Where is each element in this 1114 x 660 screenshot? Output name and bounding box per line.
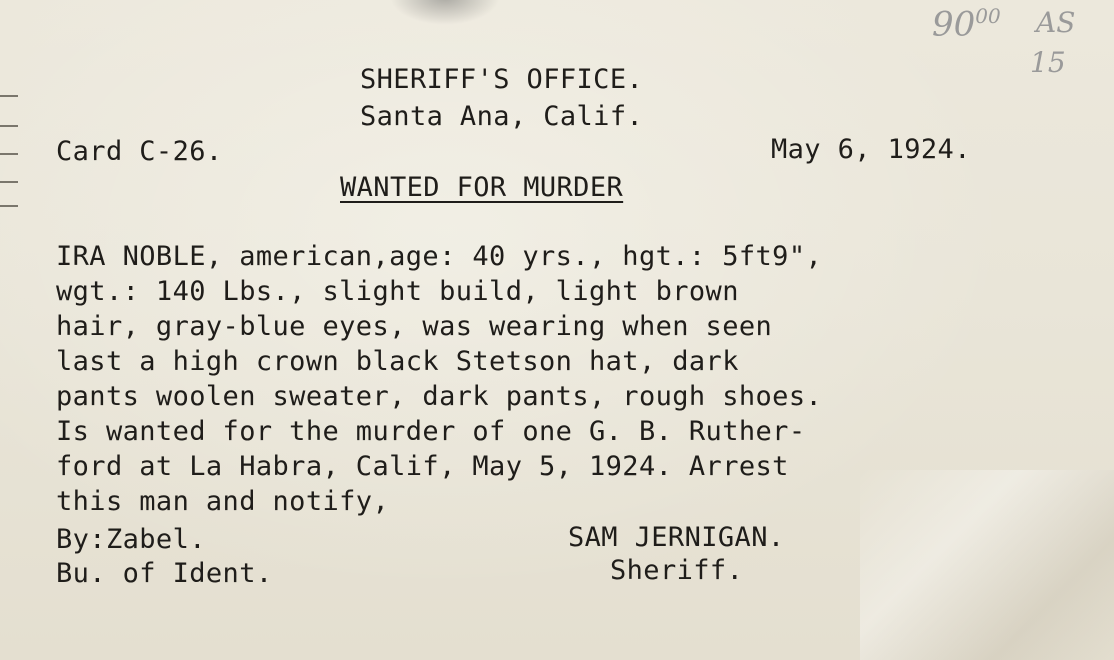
handwritten-code: AS [1036,6,1076,39]
sheriff-title: Sheriff. [610,555,744,586]
body-line: hair, gray-blue eyes, was wearing when seen [56,311,773,342]
body-line: ford at La Habra, Calif, May 5, 1924. Arrest [56,451,789,482]
body-line: IRA NOBLE, american,age: 40 yrs., hgt.: 5ft9", [56,241,823,272]
card-number: Card C-26. [56,136,223,167]
paper-crease [860,470,1114,660]
handwritten-price: $90^{00}$ [932,4,1001,45]
body-line: pants woolen sweater, dark pants, rough shoes. [56,381,823,412]
body-line: last a high crown black Stetson hat, dark [56,346,739,377]
bureau-line: Bu. of Ident. [56,558,273,589]
office-heading: SHERIFF'S OFFICE. [360,64,644,95]
paper-clip-shadow [390,0,500,25]
office-city: Santa Ana, Calif. [360,101,644,132]
body-line: this man and notify, [56,486,390,517]
card-date: May 6, 1924. [771,134,971,165]
body-line: Is wanted for the murder of one G. B. Ruther- [56,416,806,447]
sheriff-name: SAM JERNIGAN. [568,522,785,553]
body-line: wgt.: 140 Lbs., slight build, light brown [56,276,739,307]
headline: WANTED FOR MURDER [340,172,624,203]
by-line: By:Zabel. [56,524,206,555]
handwritten-number: 15 [1030,46,1066,79]
punch-marks [0,95,18,215]
